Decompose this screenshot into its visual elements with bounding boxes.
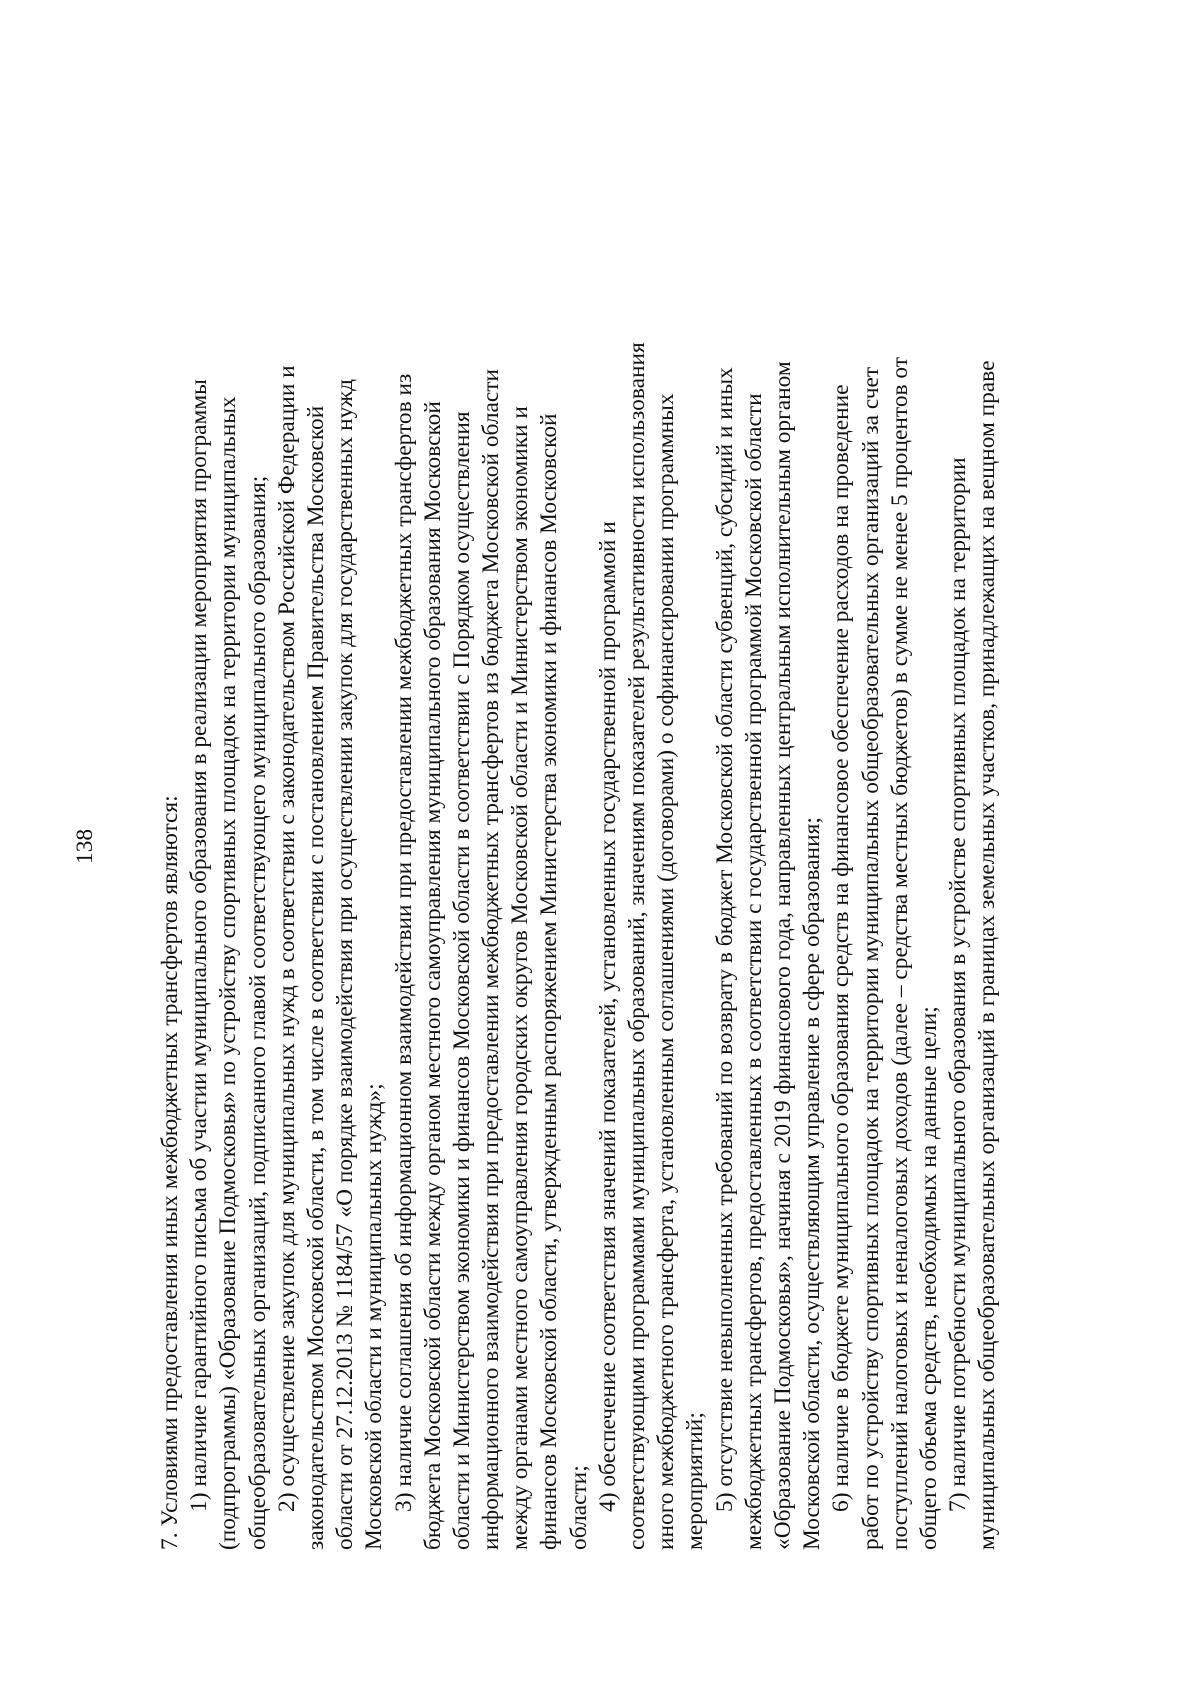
- text-line: области и Министерством экономики и финансов Московской области в соответствии с Порядком осуществления: [448, 411, 475, 1550]
- text-line: иного межбюджетного трансферта, установленным соглашениями (договорами) о софинансировании программных: [653, 393, 680, 1550]
- text-line: области;: [565, 1465, 592, 1550]
- text-line: общего объема средств, необходимых на данные цели;: [915, 1006, 942, 1550]
- text-line: Московской области, осуществляющим управление в сфере образования;: [799, 817, 826, 1550]
- text-line: общеобразовательных организаций, подписанного главой соответствующего муниципального образования;: [244, 475, 271, 1550]
- text-line: 6) наличие в бюджете муниципального образования средств на финансовое обеспечение расходов на проведение: [828, 384, 855, 1512]
- text-line: законодательством Московской области, в том числе в соответствии с постановлением Правительства Московской: [302, 405, 329, 1550]
- text-line: муниципальных общеобразовательных организаций в границах земельных участков, принадлежащих на вещном праве: [974, 360, 1001, 1550]
- text-line: «Образование Подмосковья», начиная с 2019 финансового года, направленных центральным исполнительным органом: [769, 361, 796, 1550]
- text-line: бюджета Московской области между органом местного самоуправления муниципального образования Московской: [419, 401, 446, 1550]
- text-line: 2) осуществление закупок для муниципальных нужд в соответствии с законодательством Российской Федерации и: [273, 365, 300, 1512]
- text-line: 1) наличие гарантийного письма об участии муниципального образования в реализации мероприятия программы: [186, 379, 213, 1512]
- text-line: области от 27.12.2013 № 1184/57 «О порядке взаимодействия при осуществлении закупок для государственных нужд: [332, 378, 359, 1550]
- text-line: между органами местного самоуправления городских округов Московской области и Министерством экономики и: [507, 406, 534, 1550]
- page-number: 138: [72, 828, 98, 864]
- text-line: Московской области и муниципальных нужд»;: [361, 1083, 388, 1550]
- text-line: соответствующими программами муниципальных образований, значениям показателей результативности использования: [624, 342, 650, 1550]
- text-line: 7. Условиями предоставления иных межбюджетных трансфертов являются:: [157, 795, 183, 1550]
- text-line: мероприятий;: [682, 1412, 709, 1550]
- text-line: финансов Московской области, утвержденным распоряжением Министерства экономики и финансов Московской: [536, 413, 563, 1550]
- text-line: 5) отсутствие невыполненных требований по возврату в бюджет Московской области субвенций, субсидий и иных: [711, 367, 738, 1512]
- text-line: 3) наличие соглашения об информационном взаимодействии при предоставлении межбюджетных трансфертов из: [390, 373, 417, 1512]
- text-line: работ по устройству спортивных площадок на территории муниципальных общеобразовательных организаций за счет: [857, 366, 884, 1550]
- text-line: межбюджетных трансфертов, предоставленных в соответствии с государственной программой Московской области: [740, 393, 767, 1550]
- text-line: 4) обеспечение соответствия значений показателей, установленных государственной программой и: [594, 521, 621, 1512]
- text-line: информационного взаимодействия при предоставлении межбюджетных трансфертов из бюджета Московской области: [478, 368, 505, 1550]
- text-line: (подпрограммы) «Образование Подмосковья» по устройству спортивных площадок на территории муниципальных: [215, 396, 242, 1550]
- rotated-text-block: [156, 90, 1002, 1550]
- text-line: поступлений налоговых и неналоговых доходов (далее – средства местных бюджетов) в сумме не менее 5 процентов от: [886, 356, 913, 1550]
- text-line: 7) наличие потребности муниципального образования в устройстве спортивных площадок на территории: [945, 457, 972, 1512]
